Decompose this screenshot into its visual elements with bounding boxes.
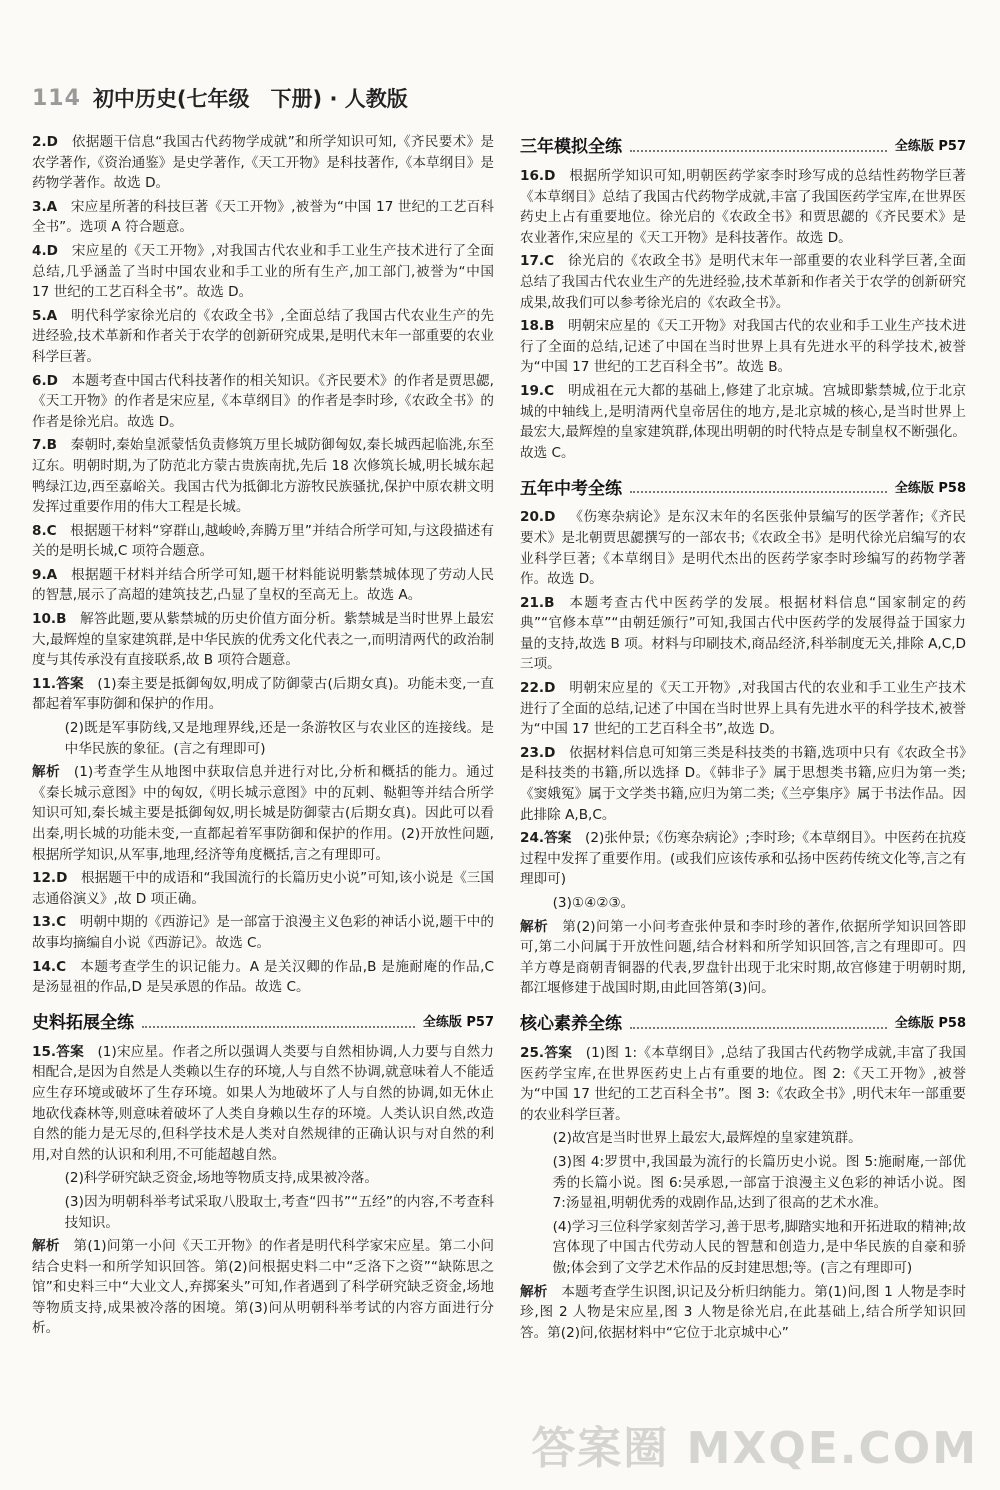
- answer-text: (1)秦主要是抵御匈奴,明成了防御蒙古(后期女真)。功能未变,一直都起着军事防御和保护的作用。: [32, 675, 494, 713]
- section-title: 核心素养全练: [520, 1014, 622, 1035]
- answer-item: [520, 1043, 966, 1125]
- answer-number: 9.A: [32, 566, 58, 583]
- answer-item: [32, 957, 494, 998]
- answer-text: 根据所学知识可知,明朝医药学家李时珍写成的总结性药物学巨著《本草纲目》总结了我国古代药物学成就,丰富了我国医药学宝库,在世界医药史上占有重要地位。徐光启的《农政全书》和贾思勰的《齐民要术》是农业著作,宋应星的《天工开物》是科技著作。故选 D。: [520, 168, 966, 246]
- section-page-ref: 全练版 P57: [894, 139, 966, 155]
- answer-number: 解析: [520, 918, 549, 935]
- section-page-ref: 全练版 P58: [894, 480, 966, 496]
- answer-item: [32, 565, 494, 606]
- section-divider: [630, 491, 887, 493]
- answer-item: [520, 917, 966, 999]
- section-title: 五年中考全练: [520, 478, 622, 499]
- left-column: [32, 132, 494, 1342]
- answer-text: 依据题干信息“我国古代药物学成就”和所学知识可知,《齐民要术》是农学著作,《资治通鉴》是史学著作,《天工开物》是科技著作,《本草纲目》是药物学著作。故选 D。: [32, 134, 494, 192]
- answer-subpart: (4)学习三位科学家刻苦学习,善于思考,脚踏实地和开拓进取的精神;故宫体现了中国古代劳动人民的智慧和创造力,是中华民族的自豪和骄傲;体会到了文学艺术作品的反封建思想;等。(言之有理即可): [552, 1218, 966, 1276]
- answer-number: 15.答案: [32, 1043, 84, 1060]
- answer-number: 解析: [32, 1238, 60, 1255]
- section-header: [520, 132, 966, 158]
- answer-number: 10.B: [32, 611, 67, 628]
- answer-number: 5.A: [32, 307, 58, 324]
- answer-number: 13.C: [32, 914, 67, 931]
- answer-item: [32, 674, 494, 715]
- answer-item: [32, 1236, 494, 1339]
- answer-number: 7.B: [32, 437, 57, 454]
- answer-text: 本题考查学生的识记能力。A 是关汉卿的作品,B 是施耐庵的作品,C 是汤显祖的作品,D 是吴承恩的作品。故选 C。: [32, 958, 494, 996]
- answer-item: [520, 316, 966, 378]
- answer-text: 秦朝时,秦始皇派蒙恬负责修筑万里长城防御匈奴,秦长城西起临洮,东至辽东。明朝时期,为了防范北方蒙古贵族南扰,先后 18 次修筑长城,明长城东起鸭绿江边,西至嘉峪关。我国古代为抵御北方游牧民族骚扰,保护中原农耕文明发挥过重要作用的伟大工程是长城。: [32, 437, 494, 516]
- answer-text: 明朝宋应星的《天工开物》,对我国古代的农业和手工业生产技术进行了全面的总结,记述了中国在当时世界上具有先进水平的科学技术,被誉为“中国 17 世纪的工艺百科全书”,故选 D。: [520, 680, 966, 738]
- answer-text: 根据题干中的成语和“我国流行的长篇历史小说”可知,该小说是《三国志通俗演义》,故 D 项正确。: [32, 870, 494, 907]
- answer-item: [32, 197, 494, 238]
- section-divider: [630, 1027, 887, 1029]
- answer-item: [520, 251, 966, 313]
- watermark: 答案圈 MXQE.COM: [531, 1423, 978, 1474]
- answer-number: 18.B: [520, 318, 555, 335]
- answer-text: (2)张仲景;《伤寒杂病论》;李时珍;《本草纲目》。中医药在抗疫过程中发挥了重要作用。(或我们应该传承和弘扬中医药传统文化等,言之有理即可): [520, 830, 966, 888]
- answer-number: 8.C: [32, 522, 57, 539]
- answer-item: [32, 762, 494, 865]
- answer-text: 《伤寒杂病论》是东汉末年的名医张仲景编写的医学著作;《齐民要术》是北朝贾思勰撰写的一部农书;《农政全书》是明代徐光启编写的农业科学巨著;《本草纲目》是明代杰出的医药学家李时珍编写的药物学著作。故选 D。: [520, 509, 966, 588]
- answer-number: 19.C: [520, 382, 555, 399]
- answer-item: [520, 743, 966, 825]
- section-page-ref: 全练版 P57: [422, 1015, 494, 1031]
- answer-number: 3.A: [32, 198, 58, 215]
- answer-item: [32, 371, 494, 433]
- answer-text: 徐光启的《农政全书》是明代末年一部重要的农业科学巨著,全面总结了我国古代农业生产的先进经验,技术革新和作者关于农学的创新研究成果,故我们可以参考徐光启的《农政全书》。: [520, 253, 966, 311]
- section-header: [520, 473, 966, 499]
- answer-item: [520, 166, 966, 248]
- page-number: 114: [32, 85, 81, 111]
- answer-item: [32, 132, 494, 194]
- section-title: 三年模拟全练: [520, 137, 622, 158]
- answer-number: 24.答案: [520, 830, 572, 847]
- answer-number: 12.D: [32, 870, 68, 887]
- answer-item: [520, 678, 966, 740]
- answer-text: 本题考查中国古代科技著作的相关知识。《齐民要术》的作者是贾思勰,《天工开物》的作者是宋应星,《本草纲目》的作者是李时珍,《农政全书》的作者是徐光启。故选 D。: [32, 372, 494, 430]
- answer-subpart: (2)故宫是当时世界上最宏大,最辉煌的皇家建筑群。: [552, 1130, 862, 1147]
- answer-text: 本题考查古代中医药学的发展。根据材料信息“国家制定的药典”“官修本草”“由朝廷颁行”可知,我国古代中医药学的发展得益于国家力量的支持,故选 B 项。材料与印刷技术,商品经济,科举制度无关,排除 A,C,D 三项。: [520, 594, 966, 673]
- answer-item: [32, 1042, 494, 1166]
- answer-text: 第(2)问第一小问考查张仲景和李时珍的著作,依据所学知识回答即可,第二小问属于开放性问题,结合材料和所学知识回答,言之有理即可。四羊方尊是商朝青铜器的代表,罗盘针出现于北宋时期,故宫修建于明朝时期,都江堰修建于战国时期,由此回答第(3)问。: [520, 918, 967, 997]
- section-divider: [142, 1026, 415, 1028]
- answer-item: [520, 593, 966, 675]
- answer-number: 解析: [32, 764, 61, 781]
- answer-item: [520, 507, 966, 589]
- answer-text: 明朝宋应星的《天工开物》对我国古代的农业和手工业生产技术进行了全面的总结,记述了中国在当时世界上具有先进水平的科学技术,被誉为“中国 17 世纪的工艺百科全书”。故选 B。: [520, 318, 966, 376]
- answer-number: 2.D: [32, 134, 58, 150]
- answer-number: 11.答案: [32, 675, 84, 692]
- answer-item: [32, 521, 494, 562]
- answer-number: 14.C: [32, 958, 67, 975]
- answer-item: [32, 912, 494, 953]
- answer-subpart: (3)图 4:罗贯中,我国最为流行的长篇历史小说。图 5:施耐庵,一部优秀的长篇小说。图 6:吴承恩,一部富于浪漫主义色彩的神话小说。图 7:汤显祖,明朝优秀的戏剧作品,达到了很高的艺术水准。: [552, 1153, 966, 1212]
- answer-number: 22.D: [520, 680, 556, 697]
- answer-number: 25.答案: [520, 1044, 573, 1061]
- answer-number: 17.C: [520, 253, 555, 270]
- answer-item: [32, 306, 494, 368]
- answer-text: 第(1)问第一小问《天工开物》的作者是明代科学家宋应星。第二小问结合史料一和所学知识回答。第(2)问根据史料二中“乏洛下之资”“缺陈思之馆”和史料三中“大业文人,弃掷案头”可知,作者遇到了科学研究缺乏资金,场地等物质支持,成果被冷落的困境。第(3)问从明朝科举考试的内容方面进行分析。: [32, 1238, 494, 1337]
- section-header: [32, 1008, 494, 1034]
- answer-number: 6.D: [32, 372, 58, 389]
- answer-text: (1)图 1:《本草纲目》,总结了我国古代药物学成就,丰富了我国医药学宝库,在世界医药史上占有重要的地位。图 2:《天工开物》,被誉为“中国 17 世纪的工艺百科全书”。图 3:《农政全书》,明代末年一部重要的农业科学巨著。: [520, 1044, 966, 1123]
- answer-text: 解答此题,要从紫禁城的历史价值方面分析。紫禁城是当时世界上最宏大,最辉煌的皇家建筑群,是中华民族的优秀文化代表之一,而明清两代的政治制度与其传承没有直接联系,故 B 项符合题意。: [32, 611, 494, 669]
- answer-number: 23.D: [520, 744, 556, 761]
- answer-text: 宋应星所著的科技巨著《天工开物》,被誉为“中国 17 世纪的工艺百科全书”。选项 A 符合题意。: [32, 198, 494, 236]
- right-column: [520, 132, 966, 1346]
- answer-item: [32, 609, 494, 671]
- answer-item: [32, 435, 494, 517]
- answer-text: (1)宋应星。作者之所以强调人类要与自然相协调,人力要与自然力相配合,是因为自然是人类赖以生存的环境,人与自然不协调,就意味着人不能适应生存环境或破坏了生存环境。如果人为地破坏了人与自然的协调,如无休止地砍伐森林等,则意味着破坏了人类自身赖以生存的环境。人类认识自然,改造自然的能力是无尽的,但科学技术是人类对自然规律的正确认识与对自然的利用,对自然的认识和利用,不可能超越自然。: [32, 1043, 494, 1163]
- answer-item: [32, 868, 494, 909]
- answer-subpart: (3)①④②③。: [552, 895, 635, 911]
- section-title: 史料拓展全练: [32, 1013, 134, 1034]
- answer-text: 根据题干材料“穿群山,越峻岭,奔腾万里”并结合所学可知,与这段描述有关的是明长城,C 项符合题意。: [32, 522, 494, 560]
- answer-item: [520, 381, 966, 463]
- answer-text: (1)考查学生从地图中获取信息并进行对比,分析和概括的能力。通过《秦长城示意图》中的匈奴,《明长城示意图》中的瓦剌、鞑靼等并结合所学知识可知,秦长城主要是抵御匈奴,明长城是防御蒙古(后期女真)。因此可以看出秦,明长城的功能未变,一直都起着军事防御和保护的作用。(2)开放性问题,根据所学知识,从军事,地理,经济等角度概括,言之有理即可。: [32, 764, 495, 863]
- answer-subpart: (2)既是军事防线,又是地理界线,还是一条游牧区与农业区的连接线。是中华民族的象征。(言之有理即可): [64, 720, 494, 757]
- answer-item: [520, 1282, 966, 1344]
- answer-item: [32, 241, 494, 303]
- answer-text: 宋应星的《天工开物》,对我国古代农业和手工业生产技术进行了全面总结,几乎涵盖了当时中国农业和手工业的所有生产,加工部门,被誉为“中国 17 世纪的工艺百科全书”。故选 D。: [32, 242, 494, 301]
- section-divider: [630, 150, 887, 152]
- answer-text: 明代科学家徐光启的《农政全书》,全面总结了我国古代农业生产的先进经验,技术革新和作者关于农学的创新研究成果,是明代末年一部重要的农业科学巨著。: [32, 307, 494, 365]
- page-header: [32, 78, 408, 118]
- book-title: 初中历史(七年级 下册) · 人教版: [92, 87, 408, 111]
- section-page-ref: 全练版 P58: [894, 1016, 966, 1032]
- answer-text: 依据材料信息可知第三类是科技类的书籍,选项中只有《农政全书》是科技类的书籍,所以选择 D。《韩非子》属于思想类书籍,应归为第一类;《窦娥冤》属于文学类书籍,应归为第二类;《兰亭集序》属于书法作品。因此排除 A,B,C。: [520, 744, 966, 823]
- answer-number: 16.D: [520, 168, 556, 184]
- answer-subpart: (3)因为明朝科举考试采取八股取士,考查“四书”“五经”的内容,不考查科技知识。: [64, 1193, 494, 1231]
- answer-text: 明成祖在元大都的基础上,修建了北京城。宫城即紫禁城,位于北京城的中轴线上,是明清两代皇帝居住的地方,是北京城的核心,是当时世界上最宏大,最辉煌的皇家建筑群,体现出明朝的时代特点是专制皇权不断强化。故选 C。: [520, 382, 966, 461]
- answer-number: 20.D: [520, 509, 556, 526]
- answer-number: 解析: [520, 1283, 548, 1300]
- answer-number: 4.D: [32, 242, 58, 259]
- answer-item: [520, 828, 966, 890]
- section-header: [520, 1009, 966, 1035]
- answer-number: 21.B: [520, 594, 555, 611]
- answer-text: 根据题干材料并结合所学可知,题干材料能说明紫禁城体现了劳动人民的智慧,展示了高超的建筑技艺,凸显了皇权的至高无上。故选 A。: [32, 566, 494, 604]
- answer-text: 本题考查学生识图,识记及分析归纳能力。第(1)问,图 1 人物是李时珍,图 2 人物是宋应星,图 3 人物是徐光启,在此基础上,结合所学知识回答。第(2)问,依据材料中“它位于北京城中心”: [520, 1283, 967, 1341]
- answer-text: 明朝中期的《西游记》是一部富于浪漫主义色彩的神话小说,题干中的故事均摘编自小说《西游记》。故选 C。: [32, 914, 494, 951]
- answer-subpart: (2)科学研究缺乏资金,场地等物质支持,成果被冷落。: [64, 1170, 378, 1187]
